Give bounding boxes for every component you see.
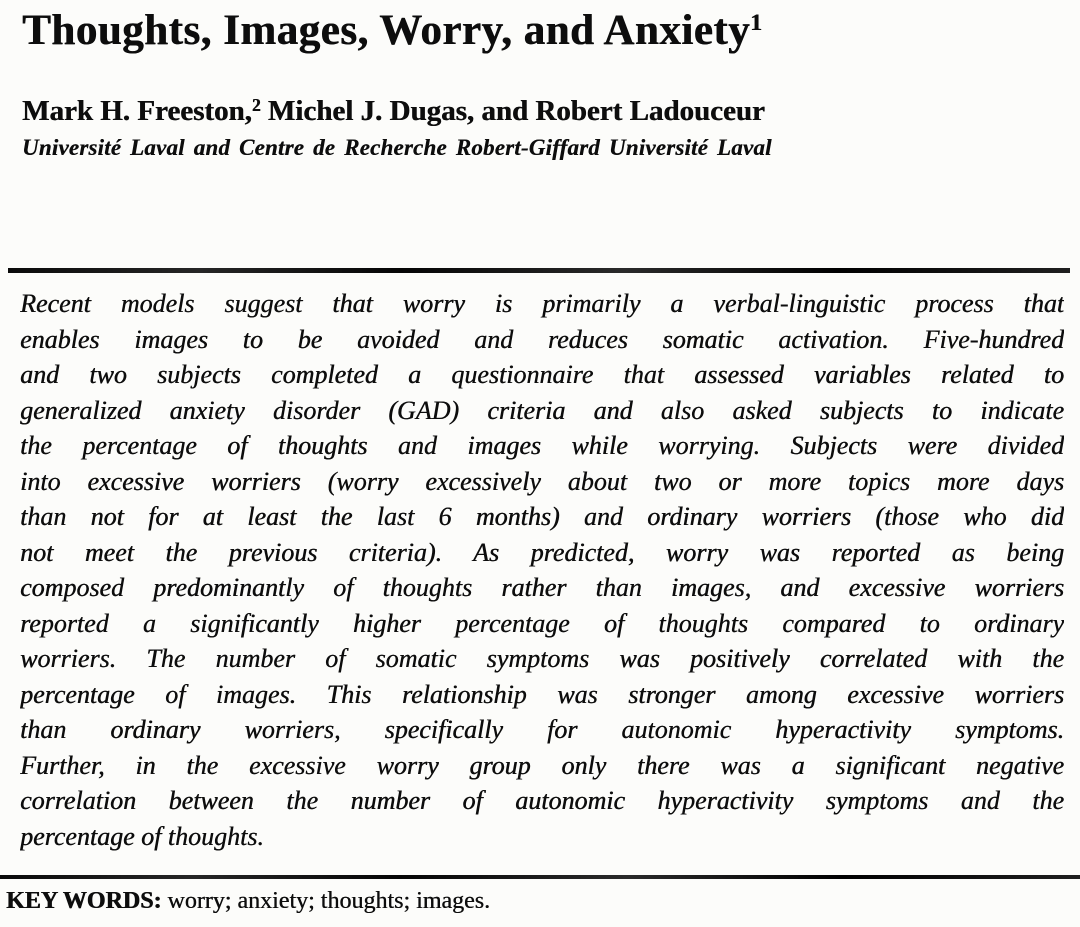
keywords-text: worry; anxiety; thoughts; images. bbox=[161, 888, 490, 915]
abstract-line: worriers. The number of somatic symptoms was positively correlated with the bbox=[20, 644, 1064, 674]
abstract-line: than not for at least the last 6 months) and ordinary worriers (those who did bbox=[20, 502, 1064, 532]
abstract-line: correlation between the number of autonomic hyperactivity symptoms and the bbox=[20, 786, 1064, 816]
abstract-line: Further, in the excessive worry group only there was a significant negative bbox=[20, 750, 1064, 780]
page-title bbox=[12, 6, 1064, 55]
divider-bottom-rule bbox=[0, 875, 1080, 879]
abstract-line: the percentage of thoughts and images while worrying. Subjects were divided bbox=[20, 431, 1064, 461]
page-title-text: Thoughts, Images, Worry, and Anxiety bbox=[22, 7, 751, 54]
author-names-rest: Michel J. Dugas, and Robert Ladouceur bbox=[260, 95, 765, 128]
abstract-line: and two subjects completed a questionnaire that assessed variables related to bbox=[20, 360, 1064, 390]
author-name-first: Mark H. Freeston, bbox=[22, 95, 252, 128]
author-affiliation: Université Laval and Centre de Recherche Robert-Giffard Université Laval bbox=[22, 134, 772, 160]
author-footnote-marker: 2 bbox=[251, 95, 261, 116]
abstract-line: reported a significantly higher percentage of thoughts compared to ordinary bbox=[20, 608, 1064, 638]
keywords-line bbox=[6, 887, 1064, 916]
keywords-label: KEY WORDS: bbox=[6, 888, 162, 915]
title-footnote-marker: 1 bbox=[750, 10, 763, 36]
abstract-line-last: percentage of thoughts. bbox=[20, 821, 264, 851]
authors-line bbox=[12, 95, 1064, 128]
abstract bbox=[12, 286, 1064, 854]
abstract-line: composed predominantly of thoughts rather than images, and excessive worriers bbox=[20, 573, 1064, 603]
divider-top-rule bbox=[8, 268, 1070, 273]
abstract-line: Recent models suggest that worry is primarily a verbal-linguistic process that bbox=[20, 289, 1064, 319]
abstract-line: not meet the previous criteria). As predicted, worry was reported as being bbox=[20, 537, 1064, 567]
abstract-line: into excessive worriers (worry excessively about two or more topics more days bbox=[20, 466, 1064, 496]
abstract-line: enables images to be avoided and reduces somatic activation. Five-hundred bbox=[20, 324, 1064, 354]
abstract-line: percentage of images. This relationship was stronger among excessive worriers bbox=[20, 679, 1064, 709]
abstract-line: generalized anxiety disorder (GAD) criteria and also asked subjects to indicate bbox=[20, 395, 1064, 425]
abstract-line: than ordinary worriers, specifically for autonomic hyperactivity symptoms. bbox=[20, 715, 1064, 745]
